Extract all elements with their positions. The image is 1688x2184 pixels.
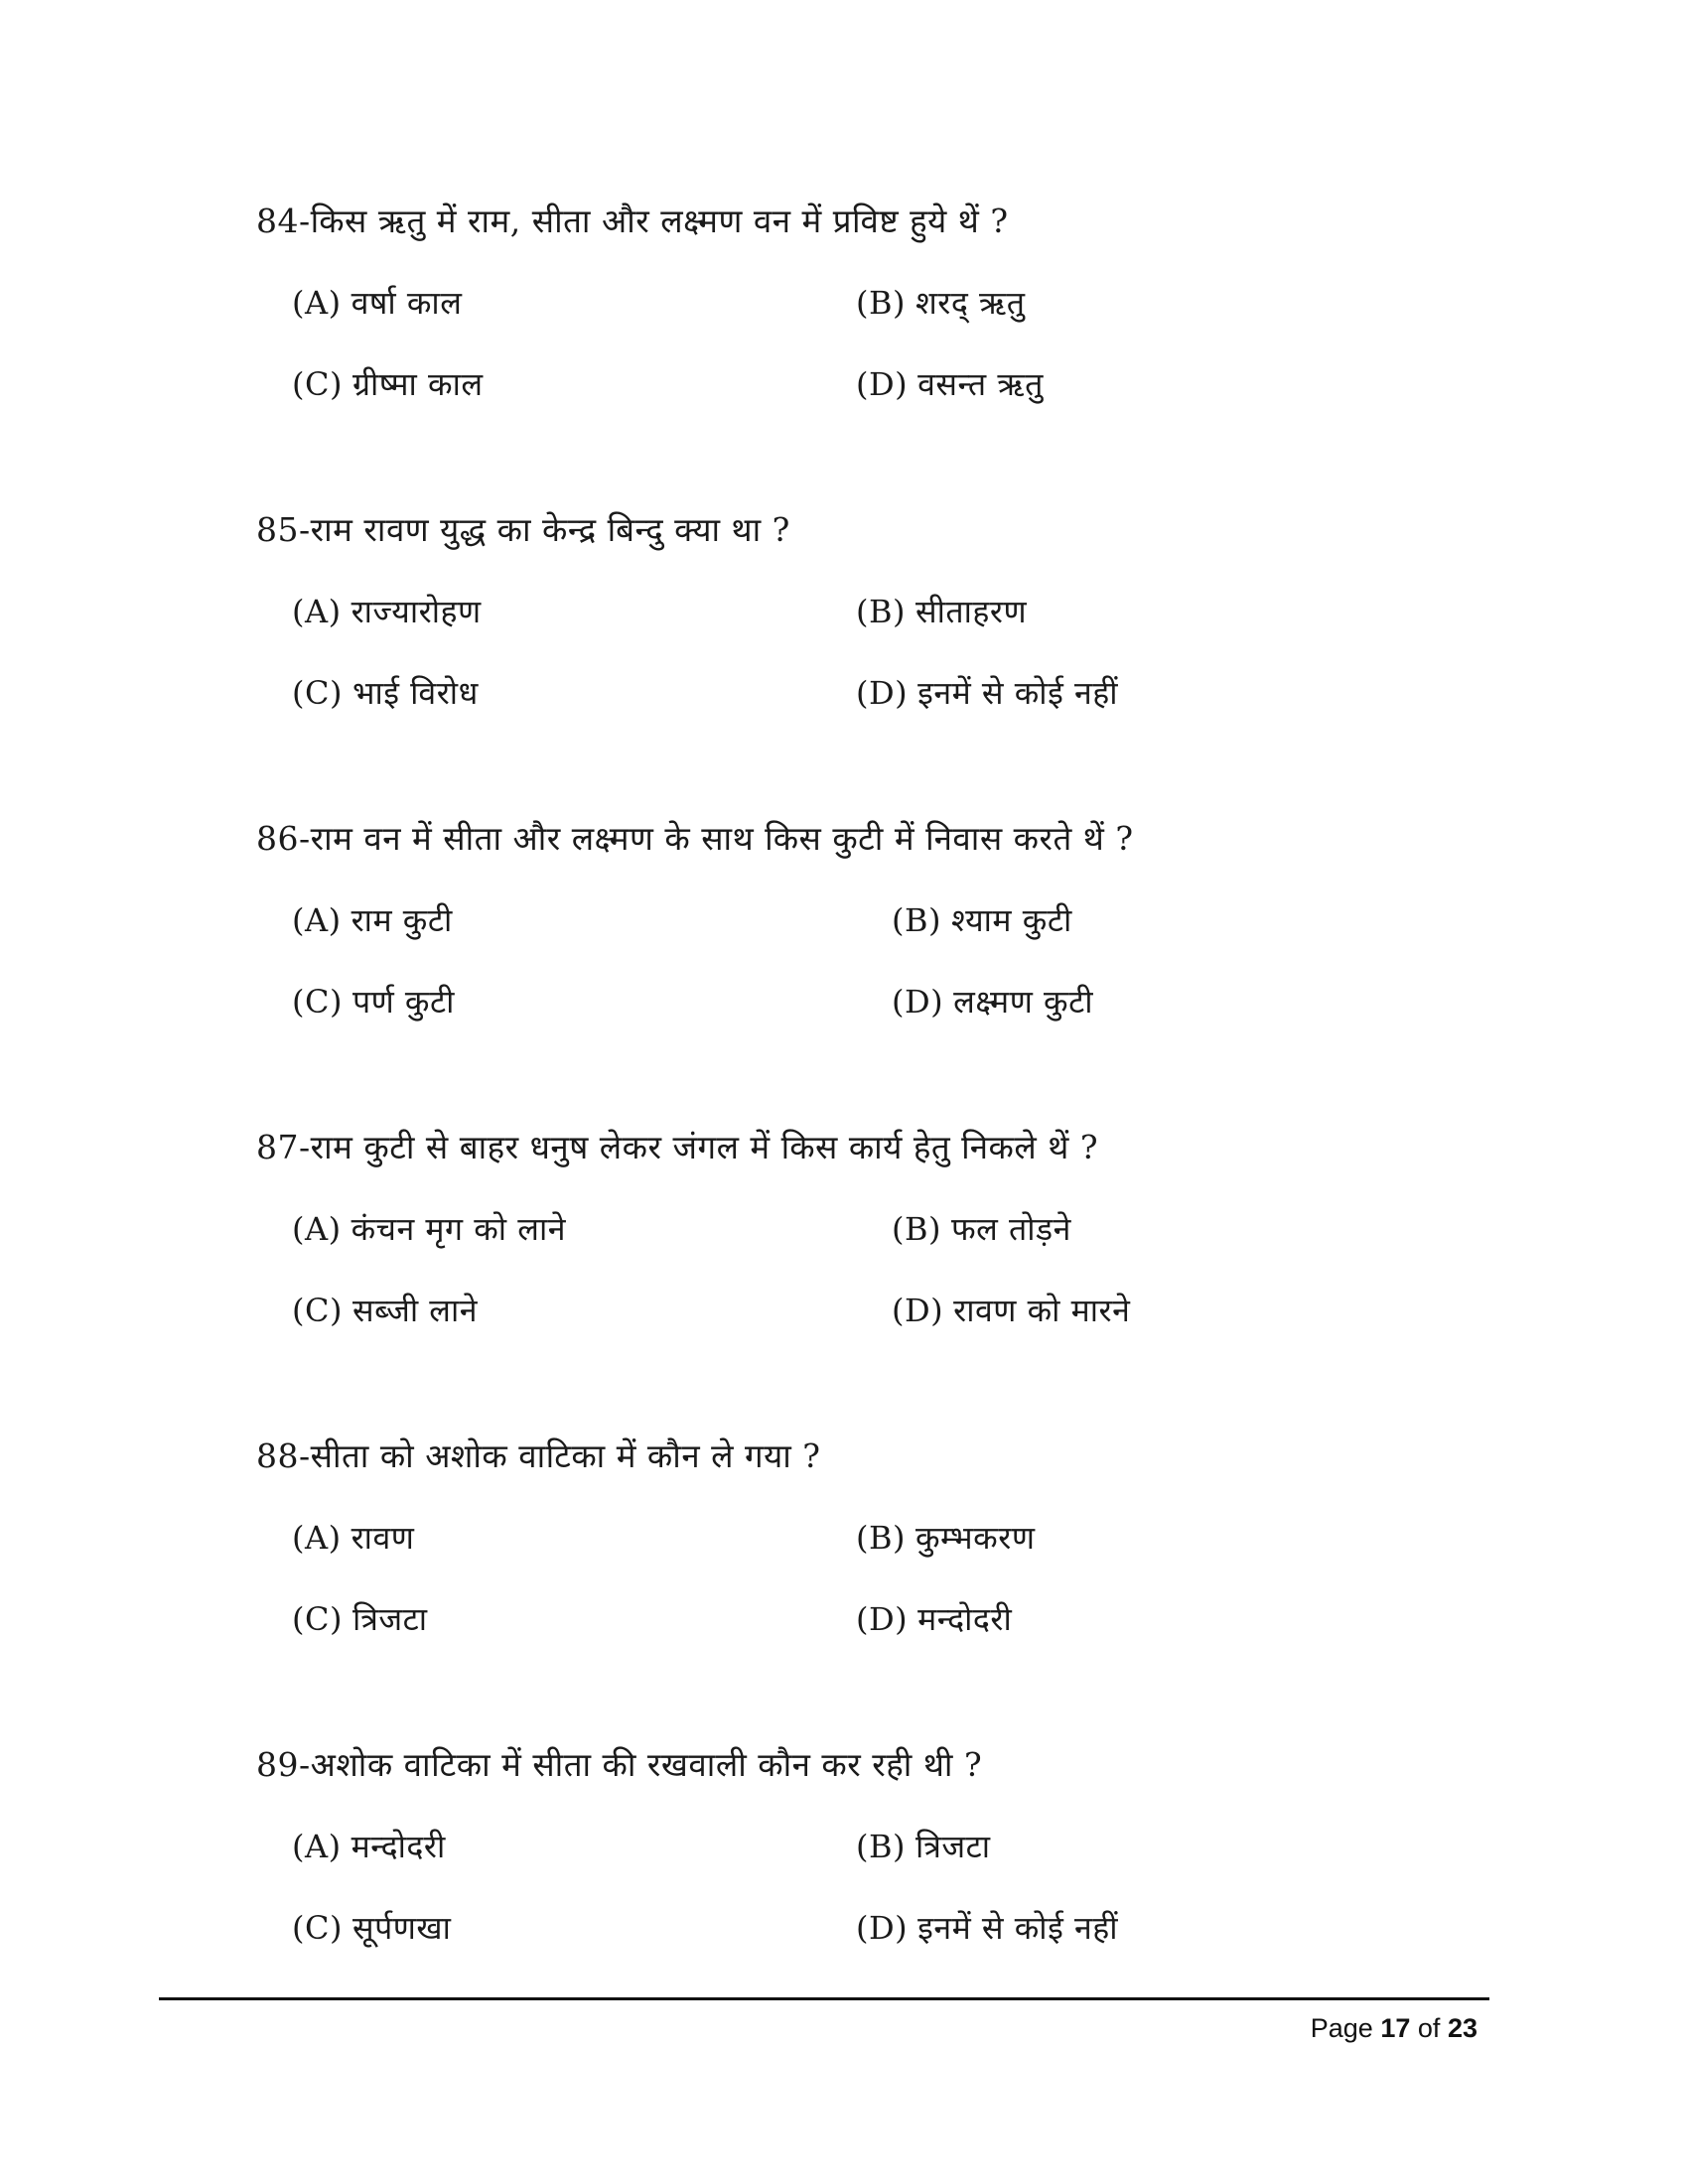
option-a: (A) राम कुटी <box>292 901 453 939</box>
question-88 <box>256 1434 1497 1681</box>
question-text: 89-अशोक वाटिका में सीता की रखवाली कौन कर रही थी ? <box>256 1745 983 1784</box>
options-grid <box>256 281 1497 446</box>
option-c: (C) त्रिजटा <box>292 1600 428 1638</box>
option-a: (A) रावण <box>292 1519 415 1557</box>
total-pages: 23 <box>1447 2013 1477 2043</box>
option-d: (D) वसन्त ऋतु <box>856 365 1044 403</box>
options-grid <box>256 898 1497 1063</box>
question-text: 85-राम रावण युद्ध का केन्द्र बिन्दु क्या था ? <box>256 510 790 549</box>
question-text: 84-किस ऋतु में राम, सीता और लक्ष्मण वन में प्रविष्ट हुये थें ? <box>256 202 1009 240</box>
option-c: (C) ग्रीष्मा काल <box>292 365 484 403</box>
current-page: 17 <box>1380 2013 1411 2043</box>
of-label: of <box>1417 2013 1441 2043</box>
page-label: Page <box>1310 2013 1373 2043</box>
option-c: (C) भाई विरोध <box>292 674 479 712</box>
option-a: (A) राज्यारोहण <box>292 593 482 630</box>
option-a: (A) मन्दोदरी <box>292 1828 446 1865</box>
question-86 <box>256 817 1497 1063</box>
options-grid <box>256 1825 1497 1989</box>
option-d: (D) इनमें से कोई नहीं <box>856 674 1118 712</box>
question-84 <box>256 200 1497 446</box>
option-b: (B) सीताहरण <box>856 593 1028 630</box>
option-b: (B) कुम्भकरण <box>856 1519 1036 1557</box>
option-d: (D) मन्दोदरी <box>856 1600 1013 1638</box>
options-grid <box>256 1516 1497 1681</box>
question-89 <box>256 1743 1497 1989</box>
option-a: (A) कंचन मृग को लाने <box>292 1210 567 1248</box>
question-85 <box>256 508 1497 754</box>
option-c: (C) पर्ण कुटी <box>292 983 455 1021</box>
option-b: (B) शरद् ऋतु <box>856 284 1026 322</box>
question-text: 87-राम कुटी से बाहर धनुष लेकर जंगल में किस कार्य हेतु निकले थें ? <box>256 1128 1099 1166</box>
options-grid <box>256 1207 1497 1372</box>
option-b: (B) त्रिजटा <box>856 1828 991 1865</box>
footer-divider <box>159 1997 1489 2000</box>
option-c: (C) सूर्पणखा <box>292 1909 452 1947</box>
option-b: (B) श्याम कुटी <box>892 901 1072 939</box>
options-grid <box>256 590 1497 754</box>
option-d: (D) लक्ष्मण कुटी <box>892 983 1093 1021</box>
page-number <box>1311 2010 1477 2046</box>
question-text: 86-राम वन में सीता और लक्ष्मण के साथ किस कुटी में निवास करते थें ? <box>256 819 1134 858</box>
option-d: (D) रावण को मारने <box>892 1292 1131 1329</box>
option-b: (B) फल तोड़ने <box>892 1210 1071 1248</box>
option-c: (C) सब्जी लाने <box>292 1292 479 1329</box>
option-a: (A) वर्षा काल <box>292 284 463 322</box>
question-87 <box>256 1126 1497 1372</box>
option-d: (D) इनमें से कोई नहीं <box>856 1909 1118 1947</box>
question-text: 88-सीता को अशोक वाटिका में कौन ले गया ? <box>256 1436 821 1475</box>
